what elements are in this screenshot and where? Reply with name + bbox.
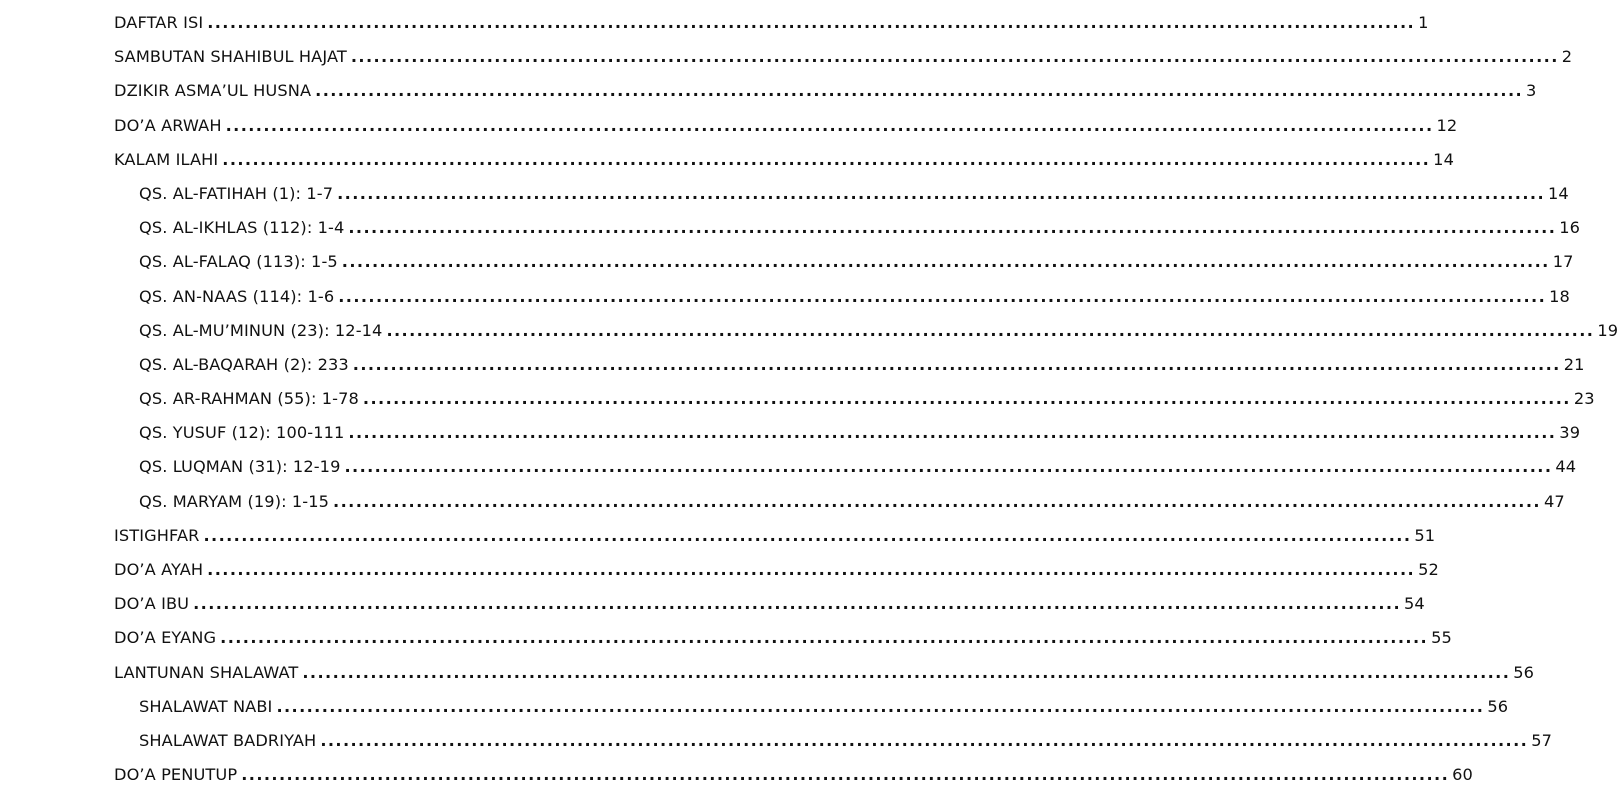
toc-dot-leader: ................................................................................................................................................................ [337, 183, 1545, 203]
toc-entry-inner [139, 485, 1565, 519]
toc-entry-page-number: 17 [1552, 252, 1574, 272]
toc-dot-leader: ................................................................................................................................................................ [341, 252, 1550, 272]
toc-dot-leader: ................................................................................................................................................................ [352, 354, 1561, 374]
toc-dot-leader: ................................................................................................................................................................ [203, 525, 1412, 545]
toc-entry-title: QS. AN-NAAS (114): 1-6 [139, 286, 335, 306]
toc-entry[interactable] [0, 758, 1473, 792]
toc-entry[interactable] [0, 450, 1577, 484]
toc-entry[interactable] [0, 416, 1581, 450]
toc-entry[interactable] [0, 314, 1618, 348]
toc-entry-page-number: 47 [1543, 491, 1565, 511]
toc-entry[interactable] [0, 519, 1436, 553]
toc-dot-leader: ................................................................................................................................................................ [220, 628, 1429, 648]
toc-entry-page-number: 54 [1404, 594, 1425, 614]
toc-entry-inner [114, 758, 1473, 792]
toc-entry-title: QS. AL-FATIHAH (1): 1-7 [139, 183, 334, 203]
toc-entry-page-number: 14 [1433, 149, 1454, 169]
toc-entry-title: DO’A AYAH [114, 560, 204, 579]
toc-entry-title: SHALAWAT NABI [139, 696, 273, 716]
toc-entry[interactable] [0, 587, 1425, 621]
toc-entry[interactable] [0, 109, 1458, 143]
toc-entry-title: DZIKIR ASMA’UL HUSNA [114, 81, 312, 101]
toc-entry-page-number: 14 [1548, 183, 1569, 203]
toc-entry-title: QS. YUSUF (12): 100-111 [139, 423, 345, 443]
toc-entry-page-number: 23 [1573, 389, 1595, 409]
toc-entry-page-number: 57 [1531, 730, 1553, 750]
toc-entry-page-number: 2 [1561, 47, 1573, 67]
toc-entry-inner [114, 553, 1439, 587]
toc-dot-leader: ................................................................................................................................................................ [302, 662, 1511, 682]
toc-dot-leader: ................................................................................................................................................................ [386, 320, 1595, 340]
toc-dot-leader: ................................................................................................................................................................ [241, 765, 1450, 785]
toc-entry-title: DO’A EYANG [114, 628, 217, 648]
toc-entry-page-number: 56 [1487, 696, 1509, 716]
toc-entry-inner [139, 450, 1577, 484]
toc-entry[interactable] [0, 656, 1535, 690]
toc-entry[interactable] [0, 724, 1553, 758]
toc-dot-leader: ................................................................................................................................................................ [348, 423, 1557, 443]
toc-entry-page-number: 12 [1436, 115, 1458, 135]
toc-dot-leader: ................................................................................................................................................................ [222, 149, 1431, 169]
toc-entry[interactable] [0, 280, 1570, 314]
toc-entry[interactable] [0, 40, 1573, 74]
toc-entry-page-number: 1 [1418, 13, 1429, 32]
toc-dot-leader: ................................................................................................................................................................ [338, 286, 1547, 306]
toc-dot-leader: ................................................................................................................................................................ [193, 594, 1402, 614]
toc-entry-inner [139, 690, 1509, 724]
toc-entry-inner [139, 382, 1595, 416]
toc-entry-title: SHALAWAT BADRIYAH [139, 730, 317, 750]
toc-entry[interactable] [0, 245, 1574, 279]
toc-entry-inner [114, 40, 1573, 74]
toc-entry-inner [139, 245, 1574, 279]
toc-entry-page-number: 18 [1549, 286, 1570, 306]
toc-entry-inner [114, 74, 1537, 108]
toc-dot-leader: ................................................................................................................................................................ [350, 47, 1559, 67]
toc-entry-title: SAMBUTAN SHAHIBUL HAJAT [114, 47, 347, 67]
toc-entry-inner [139, 314, 1618, 348]
toc-entry-inner [114, 6, 1429, 40]
toc-entry[interactable] [0, 621, 1452, 655]
toc-entry[interactable] [0, 485, 1565, 519]
toc-entry-title: QS. AL-FALAQ (113): 1-5 [139, 252, 338, 272]
toc-entry-page-number: 39 [1559, 423, 1581, 443]
toc-dot-leader: ................................................................................................................................................................ [333, 491, 1541, 511]
toc-entry-page-number: 21 [1563, 354, 1585, 374]
toc-entry-title: DO’A IBU [114, 594, 190, 614]
toc-entry-title: DO’A ARWAH [114, 115, 222, 135]
toc-entry-title: QS. MARYAM (19): 1-15 [139, 491, 330, 511]
toc-entry-title: QS. AL-IKHLAS (112): 1-4 [139, 218, 345, 238]
toc-dot-leader: ................................................................................................................................................................ [207, 13, 1416, 32]
toc-entry-title: DO’A PENUTUP [114, 765, 238, 785]
toc-entry-title: QS. AR-RAHMAN (55): 1-78 [139, 389, 359, 409]
toc-dot-leader: ................................................................................................................................................................ [344, 457, 1553, 477]
toc-entry-title: ISTIGHFAR [114, 525, 200, 545]
toc-entry-inner [139, 177, 1569, 211]
table-of-contents [0, 6, 1618, 792]
toc-entry[interactable] [0, 143, 1454, 177]
toc-entry-inner [139, 348, 1585, 382]
toc-dot-leader: ................................................................................................................................................................ [276, 696, 1485, 716]
toc-entry[interactable] [0, 211, 1581, 245]
toc-dot-leader: ................................................................................................................................................................ [362, 389, 1571, 409]
toc-entry-page-number: 16 [1559, 218, 1581, 238]
toc-dot-leader: ................................................................................................................................................................ [320, 730, 1529, 750]
toc-entry[interactable] [0, 690, 1509, 724]
toc-entry-inner [139, 724, 1553, 758]
toc-dot-leader: ................................................................................................................................................................ [348, 218, 1557, 238]
toc-entry-page-number: 55 [1431, 628, 1452, 648]
toc-entry-inner [114, 587, 1425, 621]
toc-entry-inner [114, 109, 1458, 143]
toc-entry-page-number: 3 [1526, 81, 1537, 101]
toc-entry-title: DAFTAR ISI [114, 13, 204, 32]
toc-entry-inner [114, 519, 1436, 553]
toc-entry-title: QS. LUQMAN (31): 12-19 [139, 457, 341, 477]
toc-entry-page-number: 44 [1555, 457, 1577, 477]
toc-entry-inner [114, 621, 1452, 655]
toc-entry[interactable] [0, 348, 1585, 382]
toc-entry[interactable] [0, 74, 1537, 108]
toc-entry-inner [114, 143, 1454, 177]
toc-entry-page-number: 51 [1414, 525, 1436, 545]
toc-entry-title: QS. AL-BAQARAH (2): 233 [139, 354, 349, 374]
toc-entry-page-number: 56 [1513, 662, 1535, 682]
toc-dot-leader: ................................................................................................................................................................ [207, 560, 1416, 579]
toc-entry[interactable] [0, 553, 1439, 587]
toc-entry-inner [114, 656, 1535, 690]
toc-entry-title: KALAM ILAHI [114, 149, 219, 169]
toc-entry-inner [139, 280, 1570, 314]
toc-dot-leader: ................................................................................................................................................................ [315, 81, 1524, 101]
toc-entry-inner [139, 211, 1581, 245]
toc-entry[interactable] [0, 6, 1429, 40]
toc-entry-page-number: 60 [1452, 765, 1473, 785]
toc-entry-page-number: 52 [1418, 560, 1439, 579]
toc-entry-page-number: 19 [1597, 320, 1618, 340]
toc-entry-inner [139, 416, 1581, 450]
toc-entry-title: QS. AL-MU’MINUN (23): 12-14 [139, 320, 383, 340]
toc-dot-leader: ................................................................................................................................................................ [225, 115, 1434, 135]
toc-entry[interactable] [0, 382, 1595, 416]
toc-entry-title: LANTUNAN SHALAWAT [114, 662, 299, 682]
toc-entry[interactable] [0, 177, 1569, 211]
